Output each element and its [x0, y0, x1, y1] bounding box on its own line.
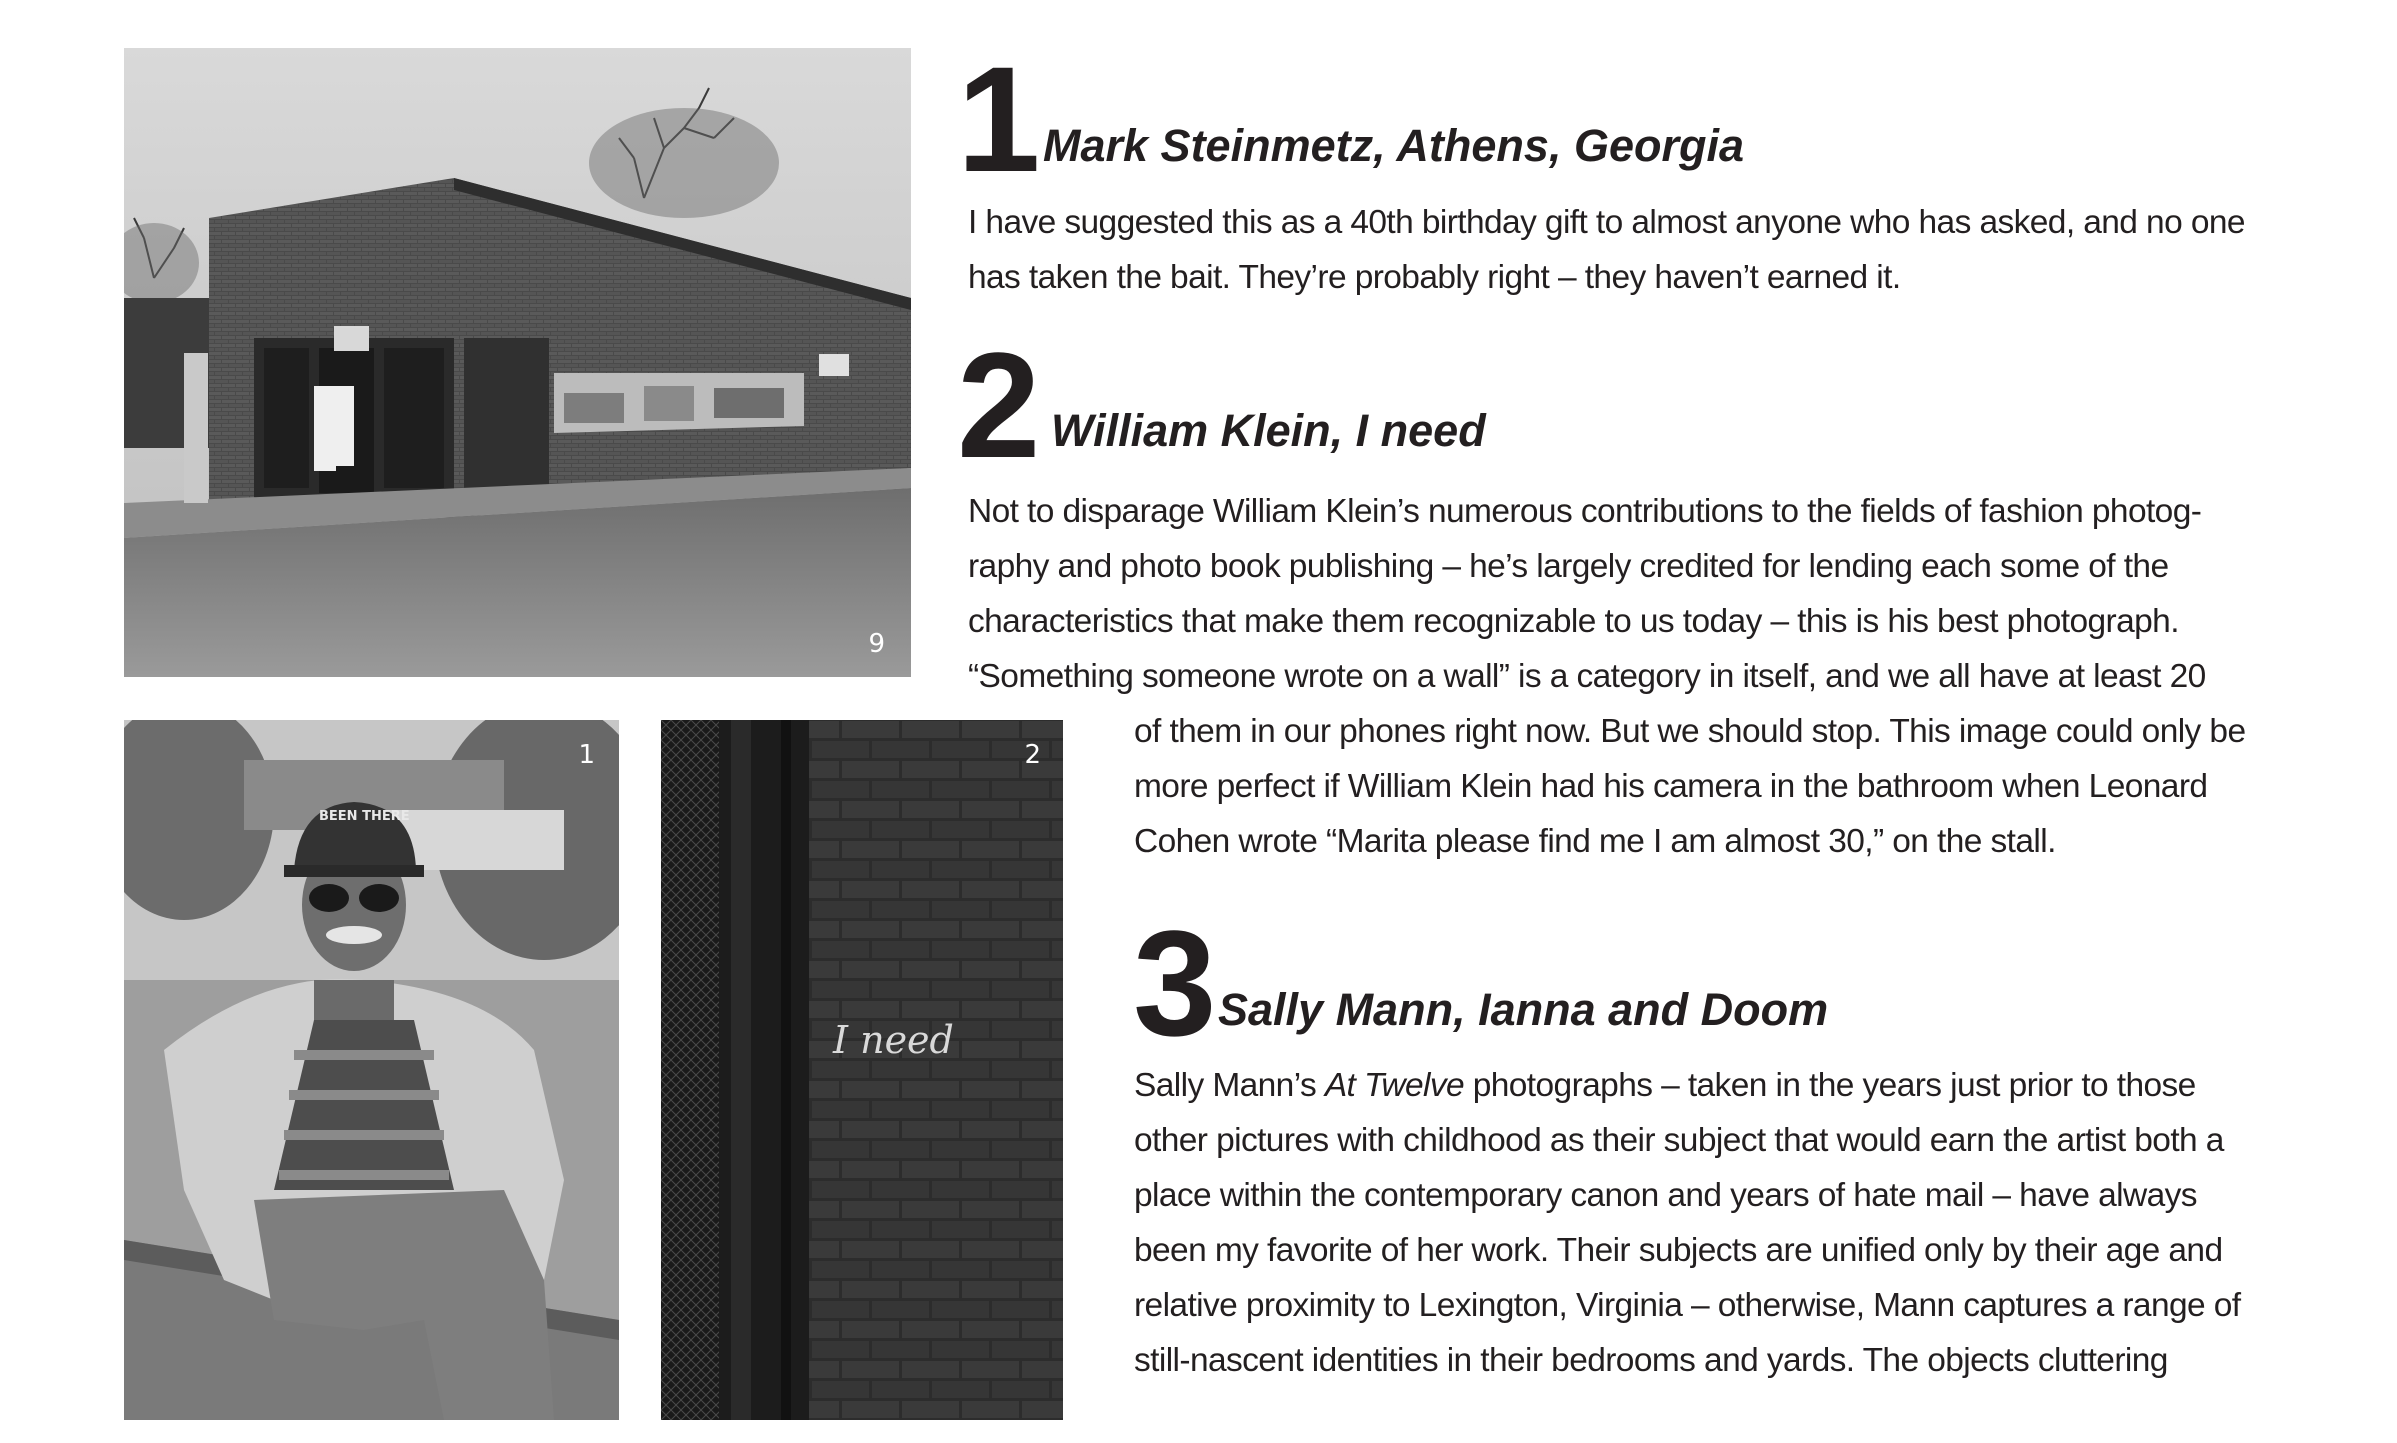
entry-3-line-3: place within the contemporary canon and years of hate mail – have always — [1134, 1177, 2197, 1214]
entry-2-line-1: Not to disparage William Klein’s numerous contributions to the fields of fashion photog- — [968, 493, 2202, 530]
entry-2-title: William Klein, I need — [1051, 405, 1486, 456]
entry-2-line-7: Cohen wrote “Marita please find me I am almost 30,” on the stall. — [1134, 823, 2056, 860]
storefront-image — [124, 48, 911, 677]
entry-1-title: Mark Steinmetz, Athens, Georgia — [1043, 120, 1744, 171]
entry-2-line-5: of them in our phones right now. But we should stop. This image could only be — [1134, 713, 2246, 750]
cap-text: BEEN THERE — [319, 809, 410, 824]
entry-3-text — [1134, 1058, 2320, 1388]
entry-3-line-1-start: Sally Mann’s — [1134, 1067, 1325, 1104]
storefront-photo — [124, 48, 911, 677]
entry-3-line-6: still-nascent identities in their bedrooms and yards. The objects cluttering — [1134, 1342, 2168, 1379]
entry-3-line-5: relative proximity to Lexington, Virginia – otherwise, Mann captures a range of — [1134, 1287, 2241, 1324]
entry-2-text — [968, 484, 2320, 869]
photo-number-1: 1 — [578, 740, 595, 770]
entry-3-line-1 — [1134, 1058, 2320, 1113]
man-portrait-image — [124, 720, 619, 1420]
entry-2-line-4: “Something someone wrote on a wall” is a category in itself, and we all have at least 20 — [968, 658, 2206, 695]
wall-text: I need — [833, 1018, 954, 1062]
entry-1-number: 1 — [957, 35, 1037, 203]
entry-2-line-6: more perfect if William Klein had his camera in the bathroom when Leonard — [1134, 768, 2208, 805]
photo-number-2: 2 — [1024, 740, 1041, 770]
entry-1-line-2: has taken the bait. They’re probably right – they haven’t earned it. — [968, 259, 1901, 296]
entry-3-line-1-end: photographs – taken in the years just prior to those — [1464, 1067, 2196, 1104]
man-portrait-photo — [124, 720, 619, 1420]
photo-number-9: 9 — [868, 629, 885, 659]
entry-2-line-3: characteristics that make them recognizable to us today – this is his best photograph. — [968, 603, 2179, 640]
entry-1-line-1: I have suggested this as a 40th birthday gift to almost anyone who has asked, and no one — [968, 204, 2245, 241]
entry-3-line-4: been my favorite of her work. Their subjects are unified only by their age and — [1134, 1232, 2223, 1269]
entry-1-text — [968, 195, 2320, 305]
entry-2-number: 2 — [957, 321, 1037, 489]
entry-3-number: 3 — [1133, 899, 1213, 1067]
at-twelve-book-title: At Twelve — [1324, 1067, 1464, 1104]
entry-2-line-2: raphy and photo book publishing – he’s largely credited for lending each some of the — [968, 548, 2169, 585]
entry-3-title: Sally Mann, Ianna and Doom — [1218, 984, 1829, 1035]
entry-3-line-2: other pictures with childhood as their subject that would earn the artist both a — [1134, 1122, 2224, 1159]
